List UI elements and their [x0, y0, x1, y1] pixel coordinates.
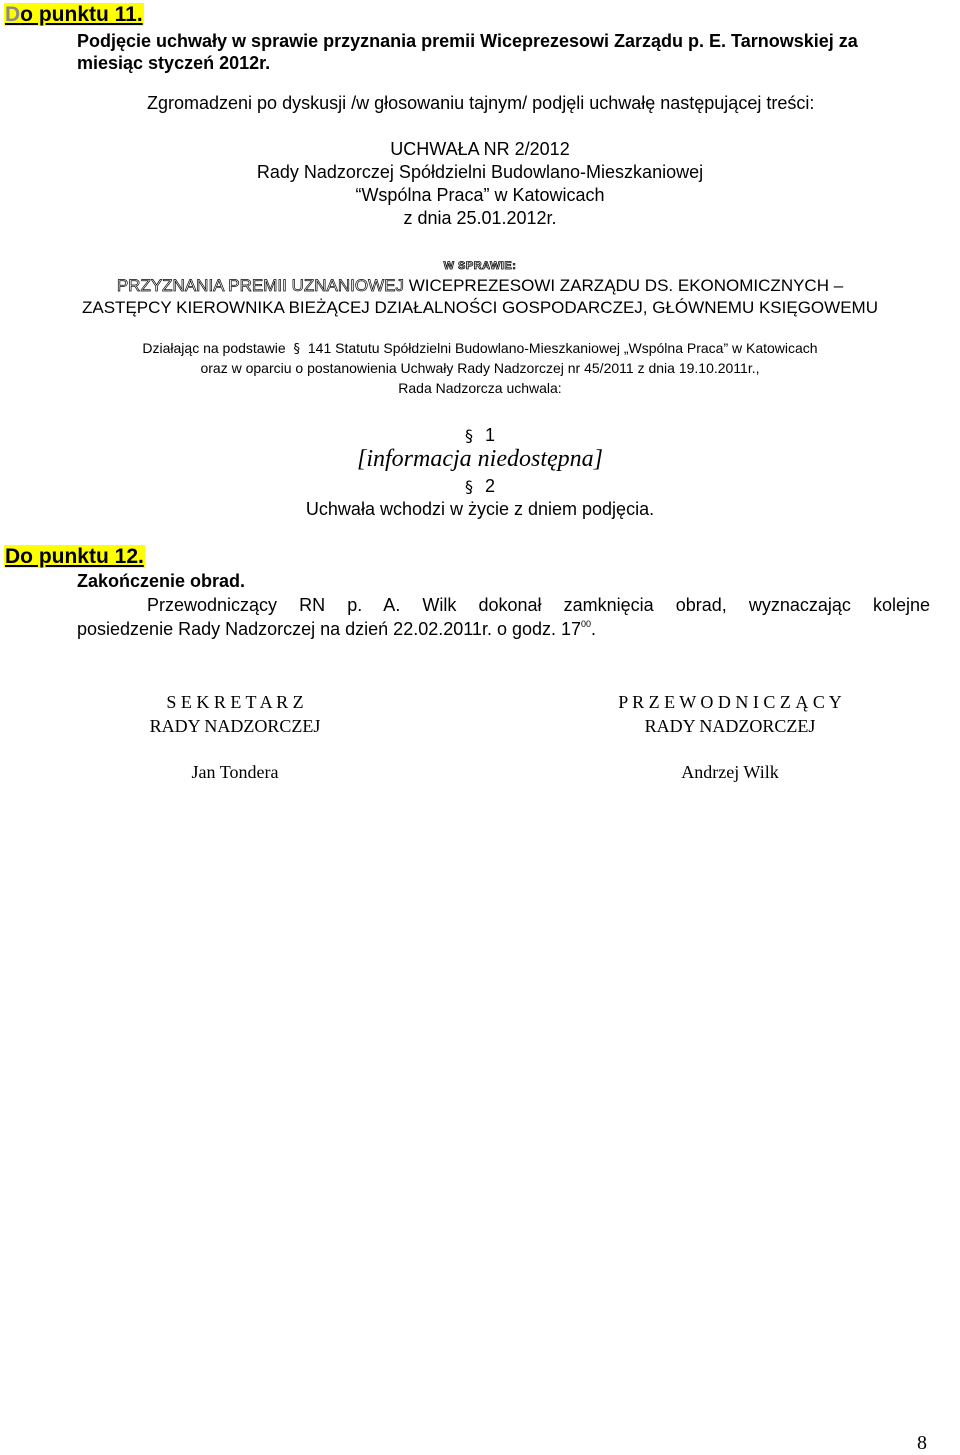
signature-left-role: S E K R E T A R Z [166, 692, 304, 712]
section-1-heading [0, 425, 960, 446]
resolution-subject-line2: ZASTĘPCY KIEROWNIKA BIEŻĄCEJ DZIAŁALNOŚCI GOSPODARCZEJ, GŁÓWNEMU KSIĘGOWEMU [82, 298, 878, 317]
signature-right-name: Andrzej Wilk [681, 762, 779, 782]
closing-line2-text: posiedzenie Rady Nadzorczej na dzień 22.02.2011r. o godz. 17 [77, 619, 582, 639]
section-1-number: 1 [484, 425, 495, 445]
resolution-issuer: Rady Nadzorczej Spółdzielni Budowlano-Mieszkaniowej [256, 162, 704, 182]
section-1-text: [informacja niedostępna] [357, 446, 603, 472]
legal-basis-line2: oraz w oparciu o postanowienia Uchwały Rady Nadzorczej nr 45/2011 z dnia 19.10.2011r., [200, 360, 760, 376]
item-12-heading [4, 545, 145, 569]
paragraph-sign-icon: § [293, 342, 300, 357]
legal-basis-prefix: Działając na podstawie [142, 340, 286, 356]
closing-line1: Przewodniczący RN p. A. Wilk dokonał zamknięcia obrad, wyznaczając kolejne [147, 595, 930, 615]
closing-time-minutes: 00 [581, 619, 592, 629]
resolution-subject-line1 [0, 276, 960, 296]
signature-left-body: RADY NADZORCZEJ [149, 716, 321, 736]
legal-basis-line3: Rada Nadzorcza uchwala: [398, 380, 562, 396]
item-12-heading-text: Do punktu 12. [5, 545, 144, 568]
item-11-heading-first-letter: D [5, 3, 21, 26]
section-2-number: 2 [484, 476, 495, 496]
page-number: 8 [917, 1432, 927, 1454]
resolution-number: UCHWAŁA NR 2/2012 [390, 139, 570, 159]
signature-right-body: RADY NADZORCZEJ [644, 716, 816, 736]
closing-line2-end: . [591, 619, 597, 639]
signature-right-role: P R Z E W O D N I C Z Ą C Y [618, 692, 842, 712]
resolution-subject-outlined: PRZYZNANIA PREMII UZNANIOWEJ [116, 276, 404, 295]
signature-left-name: Jan Tondera [191, 762, 279, 782]
item-11-intro: Zgromadzeni po dyskusji /w głosowaniu tajnym/ podjęli uchwałę następującej treści: [147, 93, 815, 113]
item-11-heading-text: o punktu 11. [20, 3, 143, 26]
item-11-subject-line1: Podjęcie uchwały w sprawie przyznania premii Wiceprezesowi Zarządu p. E. Tarnowskiej za [77, 31, 858, 51]
section-2-heading [0, 476, 960, 497]
w-sprawie-label: W SPRAWIE: [443, 260, 517, 272]
legal-basis-line1 [0, 340, 960, 357]
item-11-heading [4, 3, 144, 27]
resolution-subject-rest: WICEPREZESOWI ZARZĄDU DS. EKONOMICZNYCH – [403, 276, 844, 295]
paragraph-sign-icon: § [464, 426, 473, 445]
item-12-title: Zakończenie obrad. [77, 571, 246, 591]
item-11-subject-line2: miesiąc styczeń 2012r. [77, 53, 271, 73]
paragraph-sign-icon: § [464, 477, 473, 496]
resolution-coop-name: “Wspólna Praca” w Katowicach [355, 185, 605, 205]
section-2-text: Uchwała wchodzi w życie z dniem podjęcia. [305, 499, 655, 519]
closing-line2 [77, 619, 596, 640]
legal-basis-statute: 141 Statutu Spółdzielni Budowlano-Mieszkaniowej „Wspólna Praca” w Katowicach [307, 340, 818, 356]
resolution-date: z dnia 25.01.2012r. [403, 208, 557, 228]
